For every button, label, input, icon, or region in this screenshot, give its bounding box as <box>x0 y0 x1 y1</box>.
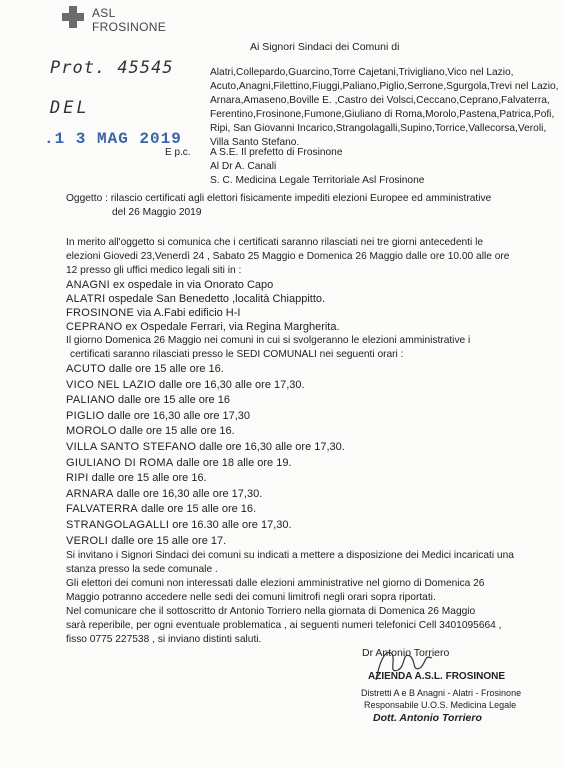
schedule-hours: dalle ore 16,30 alle ore 17,30. <box>196 440 345 453</box>
schedule-hours: dalle ore 15 alle ore 16. <box>88 472 207 485</box>
recipient-line: Villa Santo Stefano. <box>210 137 300 148</box>
schedule-item <box>66 362 556 378</box>
schedule-item <box>66 518 556 534</box>
schedule-city: STRANGOLAGALLI <box>66 518 170 531</box>
schedule-item <box>66 393 556 409</box>
epc-line: S. C. Medicina Legale Territoriale Asl Frosinone <box>210 175 425 186</box>
body-line: Il giorno Domenica 26 Maggio nei comuni in cui si svolgeranno le elezioni amministrative i <box>66 335 471 346</box>
body-line: In merito all'oggetto si comunica che i certificati saranno rilasciati nei tre giorni antecedenti le <box>66 237 484 248</box>
schedule-hours: dalle ore 15 alle ore 16. <box>116 425 235 438</box>
recipients-heading: Ai Signori Sindaci dei Comuni di <box>250 41 400 53</box>
epc-line: A S.E. Il prefetto di Frosinone <box>210 147 343 158</box>
schedule-hours: dalle ore 16,30 alle ore 17,30. <box>113 487 263 500</box>
schedule-item <box>66 534 556 550</box>
schedule-hours: dalle ore 16,30 alle ore 17,30 <box>104 409 251 422</box>
letter-body <box>66 236 556 647</box>
schedule-city: GIULIANO DI ROMA <box>66 456 174 469</box>
body-line: fisso 0775 227538 , si inviano distinti saluti. <box>66 634 262 646</box>
epc-label: E p.c. <box>165 147 191 158</box>
schedule-city: VEROLI <box>66 534 109 547</box>
office-detail: ex Ospedale Ferrari, via Regina Margherita. <box>122 321 340 333</box>
office-item <box>66 278 556 292</box>
body-line: Nel comunicare che il sottoscritto dr Antonio Torriero nella giornata di Domenica 26 Maggio <box>66 606 476 618</box>
office-city: CEPRANO <box>66 321 123 333</box>
subject <box>66 192 546 220</box>
schedule-city: MOROLO <box>66 425 117 438</box>
logo-name-line1: ASL <box>92 6 116 20</box>
schedule-item <box>66 502 556 518</box>
schedule-item <box>66 456 556 472</box>
body-line: certificati saranno rilasciati presso le SEDI COMUNALI nei seguenti orari : <box>70 349 404 360</box>
body-line: sarà reperibile, per ogni eventuale problematica , ai seguenti numeri telefonici Cell 3401095664 , <box>66 620 502 632</box>
schedule-city: ACUTO <box>66 363 106 375</box>
recipient-line: Ferentino,Frosinone,Fumone,Giuliano di Roma,Morolo,Pastena,Patrica,Pofi, <box>210 109 555 120</box>
recipient-line: Alatri,Collepardo,Guarcino,Torre Cajetani,Trivigliano,Vico nel Lazio, <box>210 67 514 78</box>
schedule-city: VICO NEL LAZIO <box>66 378 156 391</box>
signature-doctor: Dott. Antonio Torriero <box>373 712 482 724</box>
schedule-city: RIPI <box>66 472 89 485</box>
body-line: 12 presso gli uffici medico legali siti in : <box>66 265 242 276</box>
date-stamp: .1 3 MAG 2019 <box>44 130 182 148</box>
office-detail: ex ospedale in via Onorato Capo <box>109 279 274 291</box>
recipient-line: Ripi, San Giovanni Incarico,Strangolagalli,Supino,Torrice,Vallecorsa,Veroli, <box>210 123 547 134</box>
schedule-city: PIGLIO <box>66 409 105 422</box>
schedule-hours: dalle ore 15 alle ore 17. <box>108 534 227 547</box>
schedule-item <box>66 378 556 394</box>
body-line: elezioni Giovedi 23,Venerdì 24 , Sabato 25 Maggio e Domenica 26 Maggio dalle ore 10.00 alle ore <box>66 251 510 262</box>
cross-icon <box>62 6 84 28</box>
schedule-item <box>66 424 556 440</box>
office-item <box>66 306 556 320</box>
signature-role: Responsabile U.O.S. Medicina Legale <box>364 700 517 710</box>
recipient-line: Acuto,Anagni,Filettino,Fiuggi,Paliano,Piglio,Serrone,Sgurgola,Trevi nel Lazio, <box>210 81 559 92</box>
schedule-city: VILLA SANTO STEFANO <box>66 440 197 453</box>
signatory-name: Dr Antonio Torriero <box>362 647 450 659</box>
protocol-handwritten: Prot. 45545 <box>50 58 174 78</box>
office-city: ANAGNI <box>66 279 110 291</box>
schedule-hours: dalle ore 18 alle ore 19. <box>173 456 292 469</box>
recipients-list <box>210 66 560 150</box>
schedule-city: ARNARA <box>66 487 114 500</box>
schedule-hours: dalle ore 15 alle ore 16 <box>114 394 230 407</box>
body-line: Si invitano i Signori Sindaci dei comuni su indicati a mettere a disposizione dei Medici incaricati una <box>66 550 514 562</box>
body-line: Gli elettori dei comuni non interessati dalle elezioni amministrative nel giorno di Domenica 26 <box>66 578 485 590</box>
office-item <box>66 292 556 306</box>
schedule-item <box>66 471 556 487</box>
signature-org: AZIENDA A.S.L. FROSINONE <box>368 671 506 682</box>
epc-list <box>210 146 424 188</box>
schedule-hours: dalle ore 15 alle ore 16. <box>138 503 257 516</box>
schedule-city: FALVATERRA <box>66 503 139 516</box>
office-city: FROSINONE <box>66 307 135 319</box>
recipient-line: Arnara,Amaseno,Boville E. ,Castro dei Volsci,Ceccano,Ceprano,Falvaterra, <box>210 95 550 106</box>
del-handwritten: DEL <box>50 98 90 118</box>
schedule-item <box>66 487 556 503</box>
office-detail: ospedale San Benedetto ,località Chiappitto. <box>105 293 326 305</box>
logo-name-line2: FROSINONE <box>92 20 167 34</box>
office-detail: via A.Fabi edificio H-I <box>134 307 241 319</box>
body-line: stanza presso la sede comunale . <box>66 564 218 576</box>
signature-district: Distretti A e B Anagni - Alatri - Frosinone <box>361 688 522 698</box>
schedule-hours: dalle ore 16,30 alle ore 17,30. <box>155 378 305 391</box>
subject-line: del 26 Maggio 2019 <box>112 207 202 218</box>
office-item <box>66 320 556 334</box>
schedule-city: PALIANO <box>66 394 115 407</box>
epc-line: Al Dr A. Canali <box>210 161 277 172</box>
schedule-hours: ore 16.30 alle ore 17,30. <box>169 518 292 531</box>
subject-line: Oggetto : rilascio certificati agli elettori fisicamente impediti elezioni Europee ed amministrative <box>66 193 492 204</box>
office-city: ALATRI <box>66 293 106 305</box>
schedule-item <box>66 409 556 425</box>
schedule-item <box>66 440 556 456</box>
body-line: Maggio potranno accedere nelle sedi dei comuni limitrofi negli orari sopra riportati. <box>66 592 436 604</box>
schedule-hours: dalle ore 15 alle ore 16. <box>105 363 224 375</box>
